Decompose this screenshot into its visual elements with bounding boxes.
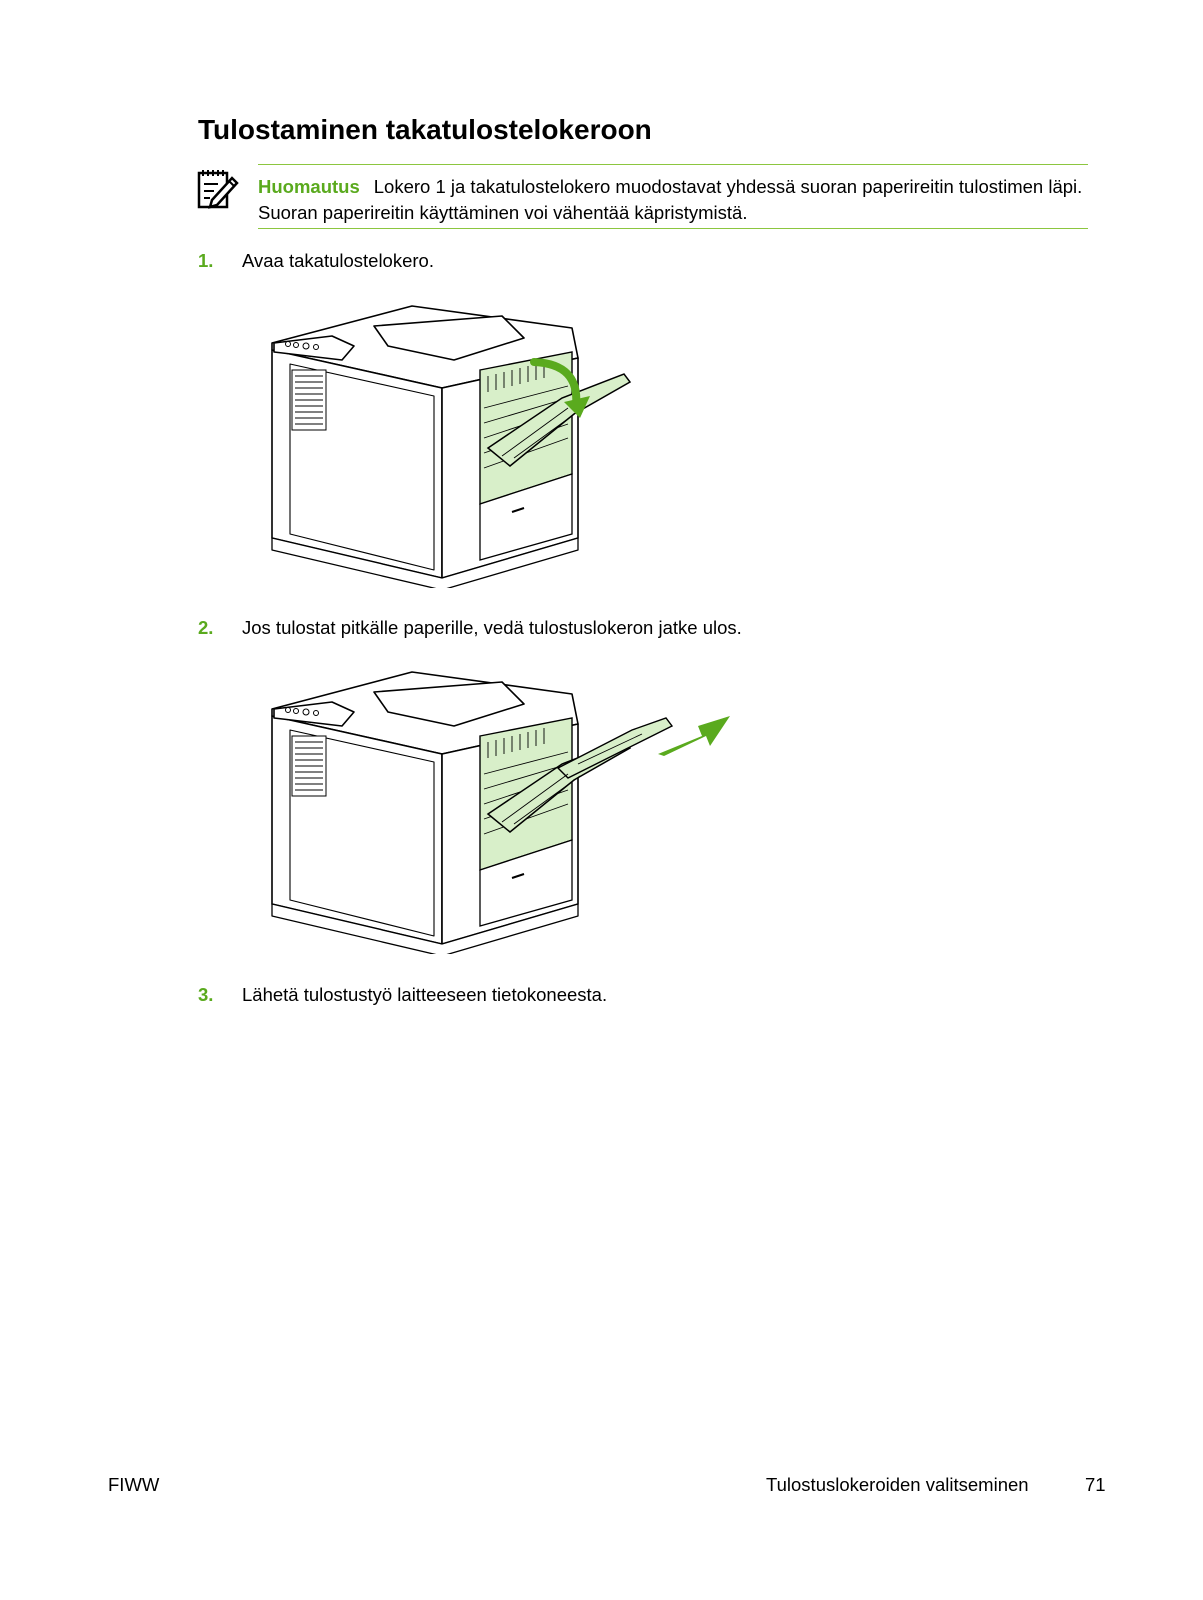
note-bottom-rule xyxy=(258,228,1088,229)
step-number: 1. xyxy=(198,250,214,271)
step-text: Jos tulostat pitkälle paperille, vedä tulostuslokeron jatke ulos. xyxy=(242,617,742,638)
note-label: Huomautus xyxy=(258,176,360,197)
footer-section-title: Tulostuslokeroiden valitseminen xyxy=(766,1474,1029,1495)
printer-tray-extension-illustration xyxy=(262,664,734,954)
note-top-rule xyxy=(258,164,1088,165)
step-number: 2. xyxy=(198,617,214,638)
note-pencil-icon xyxy=(196,166,240,210)
page-title: Tulostaminen takatulostelokeroon xyxy=(198,114,652,145)
footer-left: FIWW xyxy=(108,1474,160,1495)
step-text: Lähetä tulostustyö laitteeseen tietokoneesta. xyxy=(242,984,608,1005)
note-body: Lokero 1 ja takatulostelokero muodostavat yhdessä suoran paperireitin tulostimen läpi. Suoran paperireitin käyttäminen voi vähentää käpristymistä. xyxy=(258,176,1083,223)
note-block xyxy=(258,174,1092,226)
step-number: 3. xyxy=(198,984,214,1005)
footer-page-number: 71 xyxy=(1085,1474,1106,1495)
printer-rear-bin-open-illustration xyxy=(262,298,634,588)
step-text: Avaa takatulostelokero. xyxy=(242,250,434,271)
